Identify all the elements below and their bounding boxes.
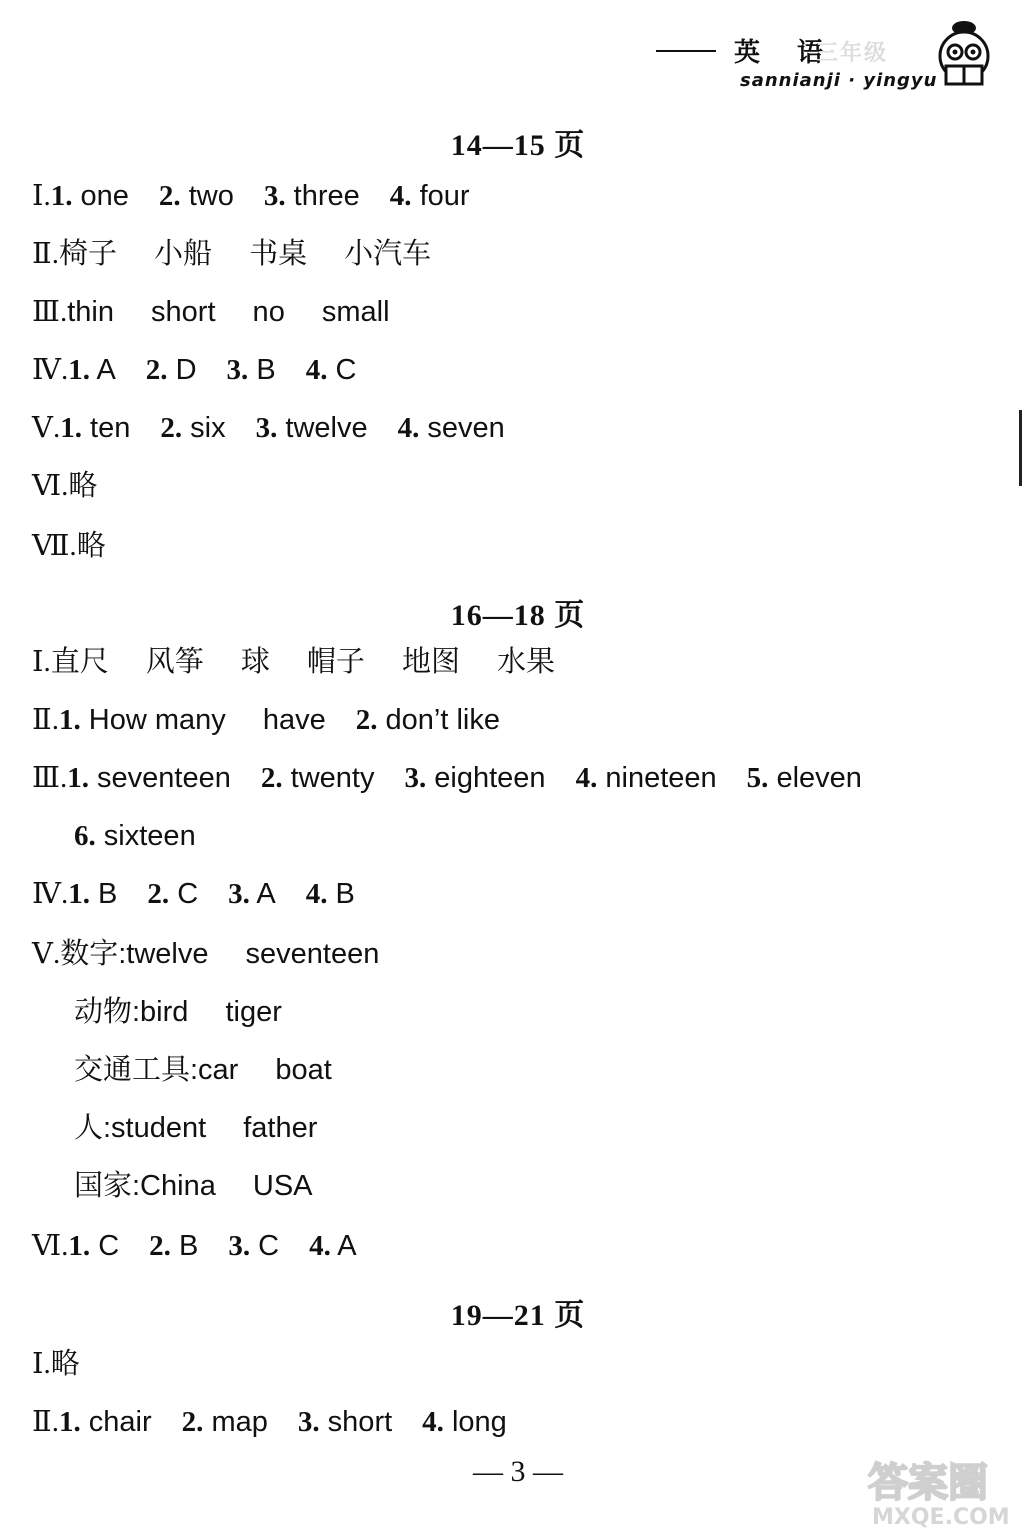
item-answer: A: [330, 1230, 357, 1262]
item-number: 2.: [145, 354, 168, 386]
mascot-icon: [932, 18, 996, 90]
answer-line: [74, 998, 282, 1027]
item-number: 1.: [60, 412, 82, 444]
answer-text: 略: [68, 470, 98, 502]
item-answer: sixteen: [95, 820, 196, 852]
answer-text: thin short no small: [67, 296, 390, 328]
item-answer: six: [182, 412, 226, 444]
answer-line: [32, 182, 470, 211]
item-number: 1.: [58, 1406, 81, 1438]
answer-line: [32, 1232, 357, 1261]
answer-line: [32, 764, 862, 793]
item-number: 4.: [422, 1406, 444, 1438]
item-answer: long: [443, 1406, 507, 1438]
item-number: 1.: [68, 1230, 91, 1262]
item-answer: twenty: [282, 762, 375, 794]
item-number: 2.: [149, 1230, 171, 1262]
item-answer: C: [90, 1230, 120, 1262]
answer-line: [74, 1056, 332, 1085]
item-number: 5.: [746, 762, 769, 794]
svg-text:MXQE.COM: MXQE.COM: [872, 1505, 1010, 1530]
item-answer: four: [411, 180, 470, 212]
item-answer: seven: [419, 412, 505, 444]
item-answer: chair: [80, 1406, 152, 1438]
section-numeral: Ⅱ.: [32, 704, 59, 736]
section-numeral: Ⅴ.: [32, 938, 61, 970]
scan-edge-mark: [1019, 410, 1022, 486]
section-numeral: Ⅵ.: [32, 1230, 69, 1262]
answer-line: [32, 648, 555, 677]
item-answer: B: [170, 1230, 199, 1262]
header-rule: [656, 50, 716, 52]
item-number: 3.: [263, 180, 286, 212]
section-numeral: Ⅰ.: [32, 1348, 51, 1380]
item-number: 2.: [160, 412, 183, 444]
answer-line: [74, 1172, 313, 1201]
item-number: 1.: [67, 762, 89, 794]
section-numeral: Ⅱ.: [32, 1406, 59, 1438]
section-numeral: Ⅳ.: [32, 878, 69, 910]
item-answer: one: [72, 180, 129, 212]
answer-line: [32, 472, 97, 501]
answer-line: [32, 532, 106, 561]
answer-text: 略: [50, 1348, 80, 1380]
grade-label: 三年级: [816, 41, 889, 66]
answer-text: 直尺 风筝 球 帽子 地图 水果: [50, 646, 556, 678]
item-answer: C: [250, 1230, 280, 1262]
item-answer: C: [169, 878, 199, 910]
answer-text: 国家:China USA: [74, 1170, 313, 1202]
answer-line: [74, 1114, 317, 1143]
item-answer: C: [327, 354, 357, 386]
item-answer: map: [203, 1406, 268, 1438]
item-answer: eleven: [768, 762, 862, 794]
answer-line: [32, 414, 505, 443]
section-numeral: Ⅶ.: [32, 530, 77, 562]
answer-line: [74, 822, 196, 851]
section-numeral: Ⅵ.: [32, 470, 69, 502]
watermark-logo: [860, 1450, 1030, 1530]
item-number: 1.: [68, 878, 90, 910]
item-answer: two: [180, 180, 234, 212]
page-header: [656, 18, 986, 98]
section-title: 16—18 页: [450, 599, 586, 632]
item-number: 2.: [181, 1406, 204, 1438]
item-answer: A: [249, 878, 276, 910]
item-number: 4.: [309, 1230, 331, 1262]
answer-text: 动物:bird tiger: [74, 996, 282, 1028]
pinyin-subtitle: sannianji · yingyu: [740, 70, 938, 91]
item-number: 3.: [404, 762, 427, 794]
answer-line: [32, 940, 379, 969]
answer-text: 数字:twelve seventeen: [60, 938, 380, 970]
item-answer: How many have: [80, 704, 326, 736]
answer-line: [32, 706, 500, 735]
answer-text: 交通工具:car boat: [74, 1054, 332, 1086]
answer-text: 椅子 小船 书桌 小汽车: [58, 238, 432, 270]
item-number: 1.: [68, 354, 90, 386]
answer-line: [32, 1350, 80, 1379]
item-number: 2.: [158, 180, 181, 212]
item-answer: short: [319, 1406, 393, 1438]
page-number: — 3 —: [473, 1455, 563, 1488]
item-answer: B: [89, 878, 118, 910]
item-number: 2.: [147, 878, 170, 910]
answer-text: 人:student father: [74, 1112, 318, 1144]
item-answer: D: [167, 354, 197, 386]
answer-line: [32, 356, 356, 385]
svg-text:答案圈: 答案圈: [868, 1460, 988, 1506]
answer-text: 略: [76, 530, 106, 562]
item-number: 4.: [305, 878, 328, 910]
answer-line: [32, 880, 355, 909]
section-title: 19—21 页: [450, 1299, 586, 1332]
item-number: 3.: [228, 1230, 251, 1262]
item-number: 3.: [228, 878, 250, 910]
item-number: 1.: [58, 704, 81, 736]
item-number: 4.: [389, 180, 412, 212]
item-answer: nineteen: [597, 762, 717, 794]
item-number: 4.: [305, 354, 328, 386]
item-number: 2.: [355, 704, 378, 736]
section-numeral: Ⅲ.: [32, 296, 68, 328]
item-number: 4.: [397, 412, 420, 444]
section-numeral: Ⅳ.: [32, 354, 69, 386]
item-answer: ten: [81, 412, 131, 444]
section-numeral: Ⅴ.: [32, 412, 61, 444]
item-number: 6.: [74, 820, 96, 852]
item-answer: twelve: [277, 412, 368, 444]
item-number: 3.: [255, 412, 278, 444]
item-answer: B: [327, 878, 355, 910]
item-answer: eighteen: [426, 762, 546, 794]
item-answer: don’t like: [377, 704, 500, 736]
item-number: 2.: [260, 762, 283, 794]
item-answer: three: [285, 180, 360, 212]
item-answer: A: [89, 354, 116, 386]
item-answer: B: [248, 354, 276, 386]
answer-line: [32, 1408, 507, 1437]
section-numeral: Ⅱ.: [32, 238, 59, 270]
item-number: 3.: [226, 354, 249, 386]
section-numeral: Ⅰ.: [32, 646, 51, 678]
item-answer: seventeen: [88, 762, 231, 794]
item-number: 3.: [297, 1406, 320, 1438]
answer-line: [32, 298, 390, 327]
section-numeral: Ⅰ.: [32, 180, 51, 212]
item-number: 4.: [575, 762, 598, 794]
section-title: 14—15 页: [450, 129, 586, 162]
answer-line: [32, 240, 431, 269]
subject-title: 英 语: [734, 38, 838, 68]
item-number: 1.: [50, 180, 73, 212]
section-numeral: Ⅲ.: [32, 762, 68, 794]
